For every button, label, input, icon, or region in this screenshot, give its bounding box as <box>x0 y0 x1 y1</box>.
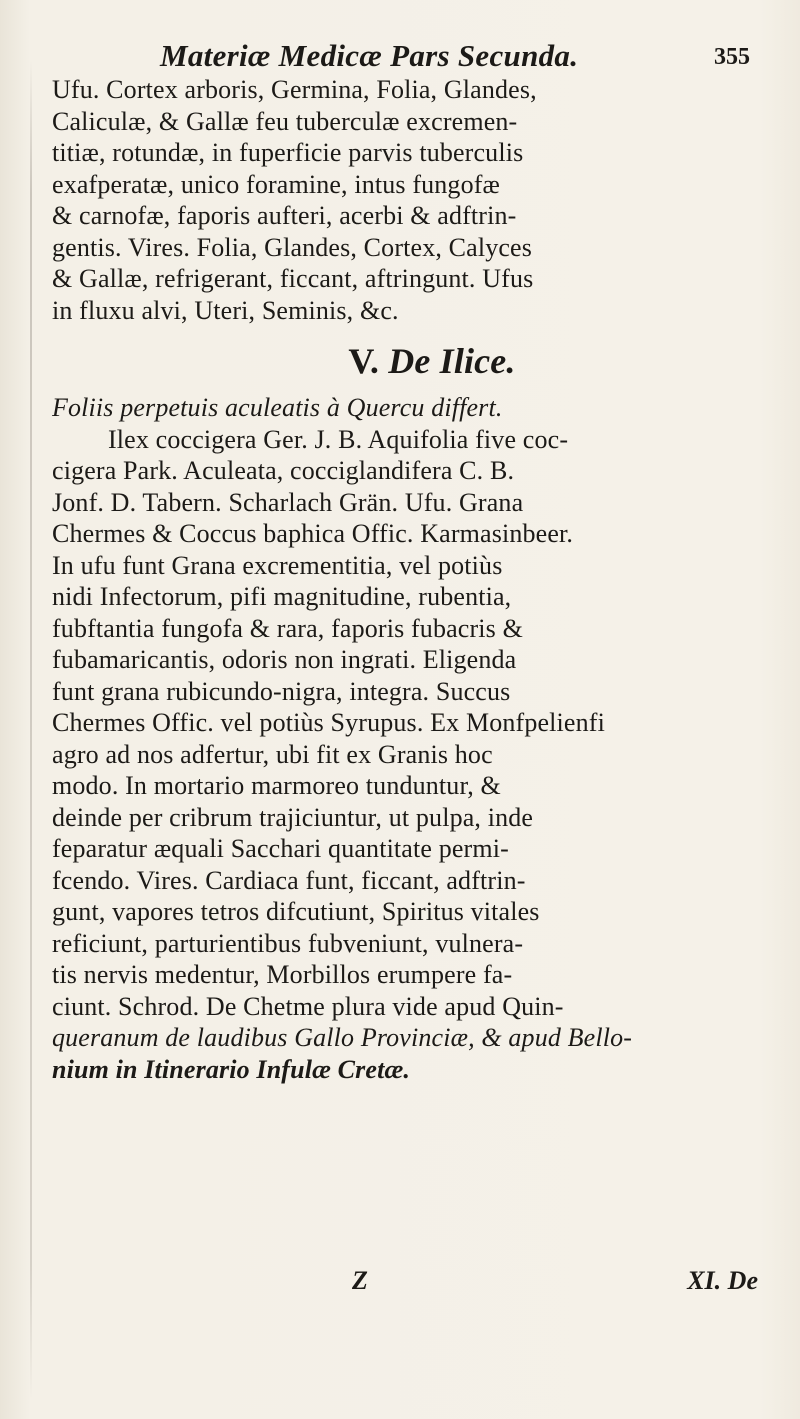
text-line: Caliculæ, & Gallæ feu tuberculæ excremen- <box>52 106 518 136</box>
text-line: feparatur æquali Sacchari quantitate permi- <box>52 834 509 863</box>
text-line: nidi Infectorum, pifi magnitudine, rubentia, <box>52 582 512 611</box>
section-heading <box>52 330 772 392</box>
text-line: tis nervis medentur, Morbillos erumpere fa- <box>52 960 513 989</box>
text-line: & Gallæ, refrigerant, ficcant, aftringunt. Ufus <box>52 264 534 293</box>
text-line: Ufu. Cortex arboris, Germina, Folia, Glandes, <box>52 75 537 104</box>
text-line: ciunt. Schrod. De Chetme plura vide apud Quin- <box>52 991 564 1021</box>
section-numeral: V. <box>348 341 380 381</box>
text-line: agro ad nos adfertur, ubi fit ex Granis hoc <box>52 739 493 769</box>
text-line: Chermes & Coccus baphica Offic. Karmasinbeer. <box>52 519 574 548</box>
text-line: Chermes Offic. vel potiùs Syrupus. Ex Monfpelienfi <box>52 708 605 737</box>
text-line: titiæ, rotundæ, in fuperficie parvis tuberculis <box>52 138 524 167</box>
text-line: fubftantia fungofa & rara, faporis fubacris & <box>52 613 523 643</box>
text-line: gentis. Vires. Folia, Glandes, Cortex, Calyces <box>52 232 533 262</box>
text-line: in fluxu alvi, Uteri, Seminis, &c. <box>52 295 399 325</box>
text-line: cigera Park. Aculeata, cocciglandifera C. B. <box>52 456 515 485</box>
text-line: fcendo. Vires. Cardiaca funt, ficcant, adftrin- <box>52 865 526 895</box>
running-title: Materiæ Medicæ Pars Secunda. <box>160 38 579 73</box>
text-line: Ilex coccigera Ger. J. B. Aquifolia five coc- <box>108 424 569 454</box>
page-footer <box>52 1266 772 1298</box>
section-title: De Ilice. <box>388 341 516 381</box>
text-line: reficiunt, parturientibus fubveniunt, vulnera- <box>52 928 524 958</box>
running-head <box>70 38 760 78</box>
text-line: Jonf. D. Tabern. Scharlach Grän. Ufu. Grana <box>52 487 524 517</box>
paragraph-ilex <box>52 392 772 1085</box>
page-number: 355 <box>714 44 750 70</box>
text-line-lead: Foliis perpetuis aculeatis à Quercu differt. <box>52 393 503 422</box>
text-line: nium in Itinerario Infulæ Cretæ. <box>52 1054 411 1084</box>
signature-mark: Z <box>352 1266 368 1295</box>
catchword: XI. De <box>687 1266 758 1295</box>
text-line: gunt, vapores tetros difcutiunt, Spiritus vitales <box>52 897 540 926</box>
text-line: funt grana rubicundo-nigra, integra. Succus <box>52 676 511 706</box>
text-line: exafperatæ, unico foramine, intus fungofæ <box>52 169 501 199</box>
text-line: modo. In mortario marmoreo tunduntur, & <box>52 771 501 800</box>
paragraph-uses-oak <box>52 74 772 326</box>
text-line: In ufu funt Grana excrementitia, vel potiùs <box>52 550 503 580</box>
text-block <box>52 74 772 1085</box>
text-line: & carnofæ, faporis aufteri, acerbi & adftrin- <box>52 201 517 230</box>
text-line: queranum de laudibus Gallo Provinciæ, & apud Bello- <box>52 1023 633 1052</box>
text-line: deinde per cribrum trajiciuntur, ut pulpa, inde <box>52 802 534 832</box>
text-line: fubamaricantis, odoris non ingrati. Eligenda <box>52 645 517 674</box>
binding-gutter <box>30 60 32 1400</box>
